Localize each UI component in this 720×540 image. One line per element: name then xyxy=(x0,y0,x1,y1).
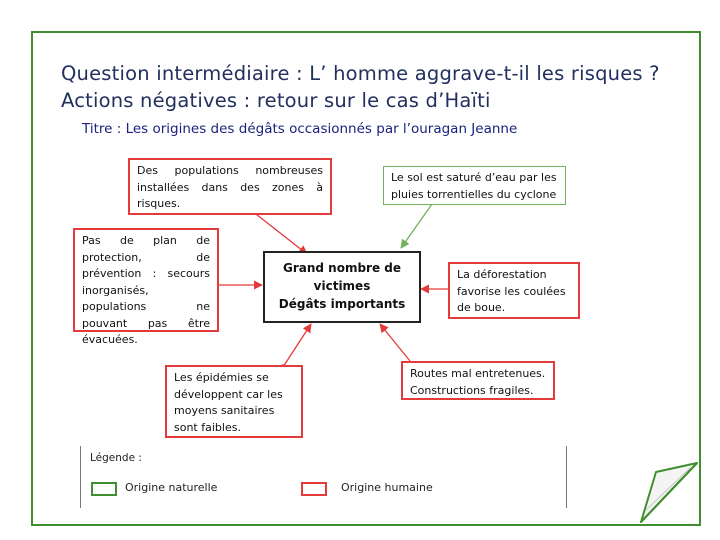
legend-right-rule xyxy=(566,446,567,508)
arrow-populations xyxy=(252,211,307,254)
cause-box-sol: Le sol est saturé d’eau par les pluies torrentielles du cyclone xyxy=(383,166,566,205)
legend-left-rule xyxy=(80,446,81,508)
center-line-3: Dégâts importants xyxy=(278,297,406,311)
cause-box-epidemies: Les épidémies se développent car les moyens sanitaires sont faibles. xyxy=(165,365,303,438)
center-line-2: victimes xyxy=(313,279,371,293)
slide-title: Question intermédiaire : L’ homme aggrave-t-il les risques ? Actions négatives : retour sur le cas d’Haïti xyxy=(61,62,660,112)
legend-label-human: Origine humaine xyxy=(341,481,433,494)
legend-label-natural: Origine naturelle xyxy=(125,481,218,494)
arrow-epidemies xyxy=(283,324,311,367)
legend-swatch-human xyxy=(301,482,327,496)
cause-box-deforestation: La déforestation favorise les coulées de boue. xyxy=(448,262,580,319)
center-box xyxy=(263,251,421,323)
legend-swatch-natural xyxy=(91,482,117,496)
arrow-sol xyxy=(401,204,432,248)
arrow-routes xyxy=(380,324,410,361)
cause-box-populations: Des populations nombreuses installées dans des zones à risques. xyxy=(128,158,332,215)
cause-box-protection: Pas de plan de protection, de prévention : secours inorganisés, populations ne pouvant pas être évacuées. xyxy=(73,228,219,332)
center-line-1: Grand nombre de xyxy=(282,261,402,275)
diagram-title: Titre : Les origines des dégâts occasionnés par l’ouragan Jeanne xyxy=(82,121,518,137)
legend-title: Légende : xyxy=(90,452,142,464)
cause-box-routes: Routes mal entretenues. Constructions fragiles. xyxy=(401,361,555,400)
